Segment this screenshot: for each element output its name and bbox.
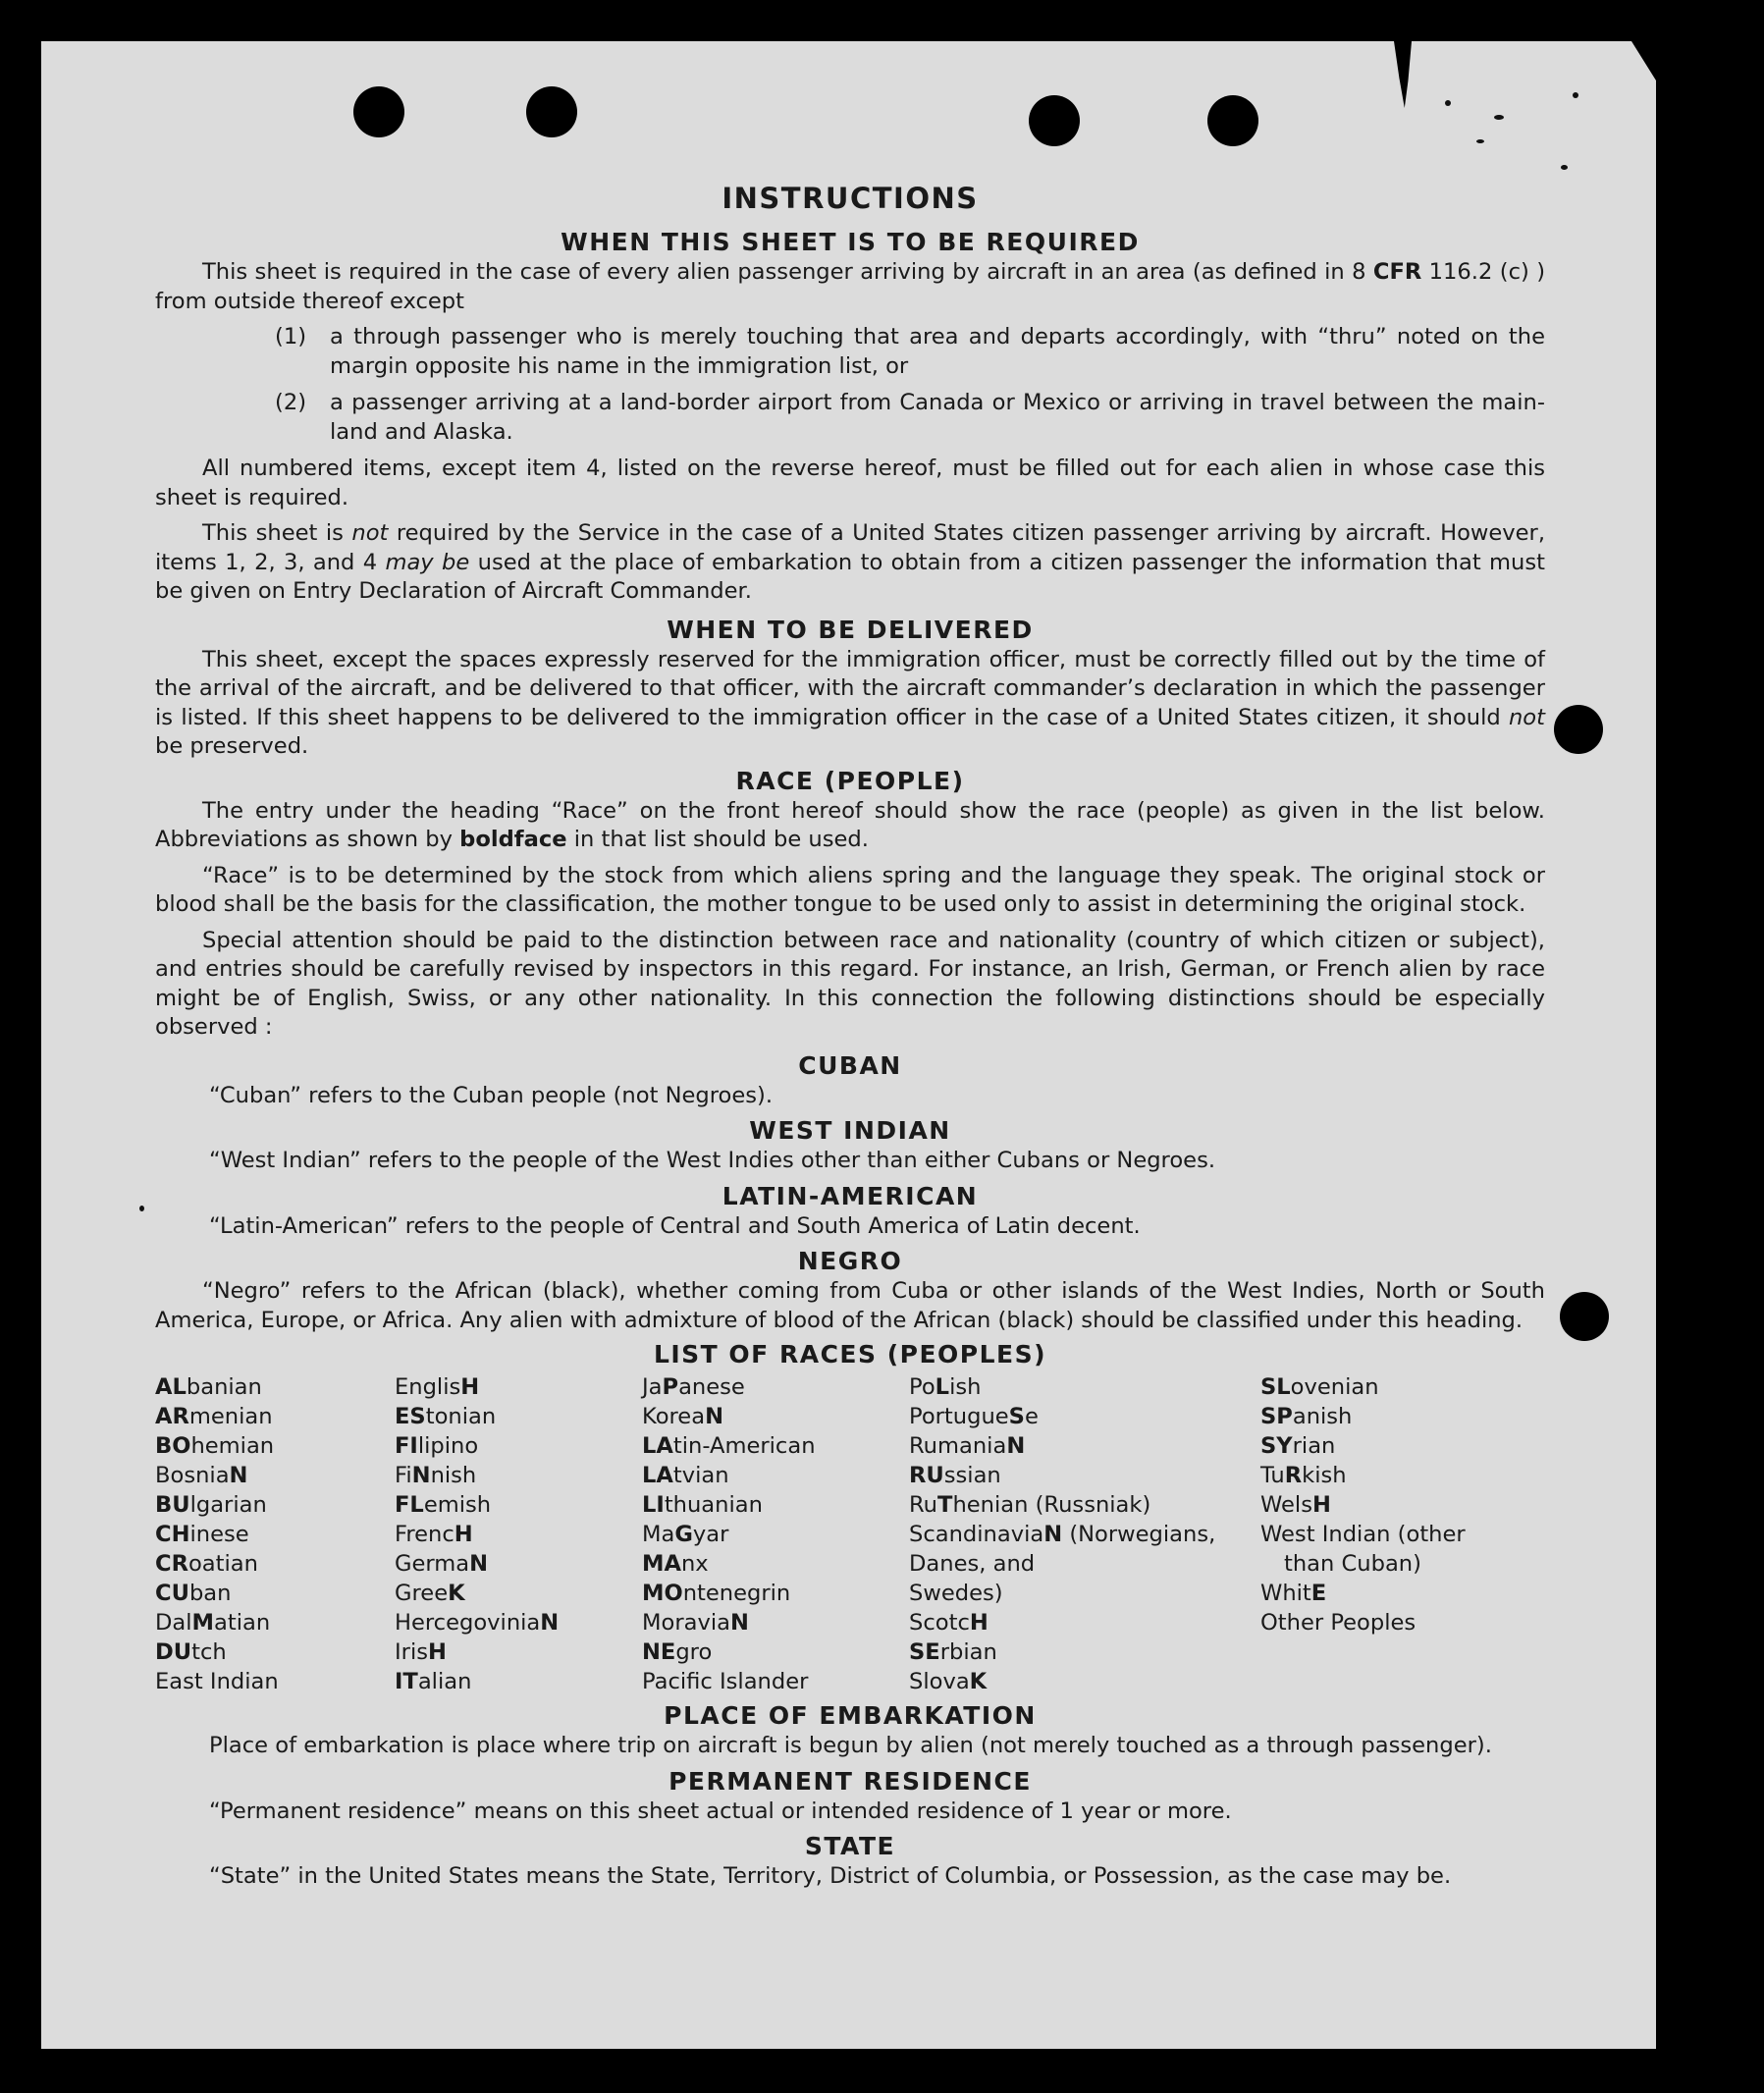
exception-item [155, 323, 1545, 381]
delivered-text-not: not [1508, 704, 1545, 730]
race-entry: IrisH [395, 1639, 447, 1665]
race-entry: GreeK [395, 1581, 465, 1606]
race-entry: BosniaN [155, 1463, 248, 1488]
speck [1573, 92, 1578, 98]
section-title-residence: PERMANENT RESIDENCE [668, 1766, 1032, 1796]
races-column [909, 1372, 1260, 1696]
race-entry: West Indian (other [1260, 1522, 1466, 1547]
west-indian-definition: “West Indian” refers to the people of the West Indies other than either Cubans or Negroes. [209, 1148, 1216, 1173]
race-entry: ScotcH [909, 1610, 989, 1636]
speck [1445, 100, 1451, 106]
delivered-paragraph [155, 646, 1545, 762]
paper-tear [1394, 41, 1412, 108]
race-entry: FrencH [395, 1522, 473, 1547]
punch-hole [1560, 1292, 1609, 1341]
race-entry: SLovenian [1260, 1374, 1379, 1400]
citizen-text-maybe: may be [385, 549, 470, 575]
races-list [155, 1372, 1545, 1696]
required-intro [155, 258, 1545, 316]
race-entry: GermaN [395, 1551, 489, 1577]
race-entry: ScandinaviaN (Norwegians, [909, 1522, 1216, 1547]
delivered-text-b: be preserved. [155, 733, 309, 759]
race-entry: NEgro [642, 1639, 713, 1665]
race-entry: ARmenian [155, 1404, 273, 1429]
race-entry: MOntenegrin [642, 1581, 791, 1606]
race-entry: SYrian [1260, 1433, 1336, 1459]
numbered-items-paragraph: All numbered items, except item 4, listed on the reverse hereof, must be filled out for each alien in whose case this sheet is required. [155, 456, 1545, 510]
race-entry: LAtvian [642, 1463, 729, 1488]
race-entry: BOhemian [155, 1433, 275, 1459]
race-entry: SlovaK [909, 1669, 988, 1694]
section-title-cuban: CUBAN [798, 1050, 902, 1080]
cfr-text: CFR [1372, 259, 1422, 285]
race-entry: CUban [155, 1581, 232, 1606]
race-entry: MaGyar [642, 1522, 729, 1547]
section-title-west-indian: WEST INDIAN [749, 1116, 951, 1145]
section-title-negro: NEGRO [797, 1247, 903, 1275]
race-entry: Other Peoples [1260, 1610, 1417, 1636]
speck [1561, 165, 1568, 170]
citizen-text-b: required by the Service in the case of a United States citizen passenger arriving by aircraft. However, items 1, 2, 3, and 4 [155, 520, 1546, 575]
embarkation-definition: Place of embarkation is place where trip on aircraft is begun by alien (not merely touched as a through passenger). [209, 1733, 1492, 1758]
race-entry: EStonian [395, 1404, 497, 1429]
punch-hole [1554, 705, 1603, 754]
race-paragraph-2: “Race” is to be determined by the stock from which aliens spring and the language they speak. The original stock or blood shall be the basis for the classification, the mother tongue to be used only to assist in determining the original stock. [155, 862, 1545, 917]
section-title-state: STATE [804, 1832, 896, 1860]
race-entry: MoraviaN [642, 1610, 749, 1636]
item-number: (1) [275, 324, 307, 349]
race-entry: East Indian [155, 1669, 279, 1694]
race-entry: WelsH [1260, 1492, 1331, 1518]
speck [1494, 115, 1504, 120]
race-entry: DalMatian [155, 1610, 271, 1636]
race-entry: TuRkish [1260, 1463, 1347, 1488]
section-title-latin-american: LATIN-AMERICAN [722, 1181, 979, 1210]
race-entry: ITalian [395, 1669, 472, 1694]
race-entry: Swedes) [909, 1581, 1003, 1606]
race-entry: LIthuanian [642, 1492, 763, 1518]
page-title: INSTRUCTIONS [722, 182, 979, 215]
race-entry: PoLish [909, 1374, 982, 1400]
delivered-text-a: This sheet, except the spaces expressly reserved for the immigration officer, must be correctly filled out by the time of the arrival of the aircraft, and be delivered to that officer, with the aircraft commander’s declaration in which the passenger is listed. If this sheet happens to be delivered to the immigration officer in the case of a United States citizen, it should [155, 646, 1545, 730]
race-paragraph-1 [155, 797, 1545, 855]
race-entry: RUssian [909, 1463, 1001, 1488]
race-entry: ALbanian [155, 1374, 262, 1400]
negro-definition: “Negro” refers to the African (black), whether coming from Cuba or other islands of the West Indies, North or South America, Europe, or Africa. Any alien with admixture of blood of the African (black) should be classified under this heading. [155, 1278, 1545, 1333]
race-entry: MAnx [642, 1551, 709, 1577]
race-p1-bold: boldface [459, 827, 567, 852]
race-entry: FLemish [395, 1492, 492, 1518]
race-entry: CRoatian [155, 1551, 258, 1577]
race-entry: SErbian [909, 1639, 997, 1665]
speck [139, 1206, 144, 1211]
races-column [642, 1372, 909, 1696]
race-p1-b: in that list should be used. [566, 827, 869, 852]
race-p1-a: The entry under the heading “Race” on the front hereof should show the race (people) as given in the list below. Abbreviations as shown by [155, 797, 1545, 852]
citizen-text-c: used at the place of embarkation to obtain from a citizen passenger the information that must be given on Entry Declaration of Aircraft Commander. [155, 549, 1545, 604]
race-entry: KoreaN [642, 1404, 723, 1429]
race-entry: SPanish [1260, 1404, 1353, 1429]
state-definition: “State” in the United States means the State, Territory, District of Columbia, or Possession, as the case may be. [209, 1863, 1452, 1889]
section-title-required: WHEN THIS SHEET IS TO BE REQUIRED [561, 228, 1140, 256]
residence-definition: “Permanent residence” means on this sheet actual or intended residence of 1 year or more. [209, 1798, 1232, 1824]
race-entry: HercegoviniaN [395, 1610, 560, 1636]
section-title-list-of-races: LIST OF RACES (PEOPLES) [653, 1340, 1047, 1368]
instructions-content [155, 137, 1545, 1896]
item-number: (2) [275, 390, 307, 415]
races-column [155, 1372, 395, 1696]
race-entry: EnglisH [395, 1374, 480, 1400]
race-entry: LAtin-American [642, 1433, 816, 1459]
race-entry: RuThenian (Russniak) [909, 1492, 1151, 1518]
race-entry: than Cuban) [1284, 1551, 1421, 1577]
race-entry: DUtch [155, 1639, 227, 1665]
exception-item [155, 389, 1545, 447]
section-title-race: RACE (PEOPLE) [735, 766, 965, 795]
citizen-text-not: not [351, 520, 389, 546]
item-text: a through passenger who is merely touching that area and departs accordingly, with “thru” noted on the margin opposite his name in the immigration list, or [330, 324, 1545, 379]
race-entry: FIlipino [395, 1433, 479, 1459]
race-entry: BUlgarian [155, 1492, 267, 1518]
race-entry: RumaniaN [909, 1433, 1026, 1459]
race-entry: FiNnish [395, 1463, 477, 1488]
citizen-text-a: This sheet is [202, 520, 352, 546]
required-intro-b: 116.2 (c) ) from outside thereof except [155, 259, 1546, 314]
latin-american-definition: “Latin-American” refers to the people of Central and South America of Latin decent. [209, 1212, 1141, 1239]
races-column [395, 1372, 642, 1696]
cuban-definition: “Cuban” refers to the Cuban people (not Negroes). [209, 1082, 774, 1108]
race-entry: WhitE [1260, 1581, 1327, 1606]
race-paragraph-3: Special attention should be paid to the distinction between race and nationality (country of which citizen or subject), and entries should be carefully revised by inspectors in this regard. For instance, an Irish, German, or French alien by race might be of English, Swiss, or any other nationality. In this connection the following distinctions should be especially observed : [155, 927, 1545, 1040]
race-entry: JaPanese [642, 1374, 745, 1400]
item-text: a passenger arriving at a land-border airport from Canada or Mexico or arriving in travel between the main-land and Alaska. [330, 390, 1545, 445]
required-intro-a: This sheet is required in the case of every alien passenger arriving by aircraft in an area (as defined in 8 [202, 259, 1373, 285]
punch-hole [526, 86, 577, 137]
race-entry: PortugueSe [909, 1404, 1039, 1429]
races-column [1260, 1372, 1535, 1696]
race-entry: Danes, and [909, 1551, 1036, 1577]
citizen-paragraph [155, 519, 1545, 607]
section-title-delivered: WHEN TO BE DELIVERED [667, 615, 1034, 644]
section-title-embarkation: PLACE OF EMBARKATION [664, 1701, 1037, 1730]
race-entry: Pacific Islander [642, 1669, 809, 1694]
punch-hole [353, 86, 404, 137]
race-entry: CHinese [155, 1522, 249, 1547]
